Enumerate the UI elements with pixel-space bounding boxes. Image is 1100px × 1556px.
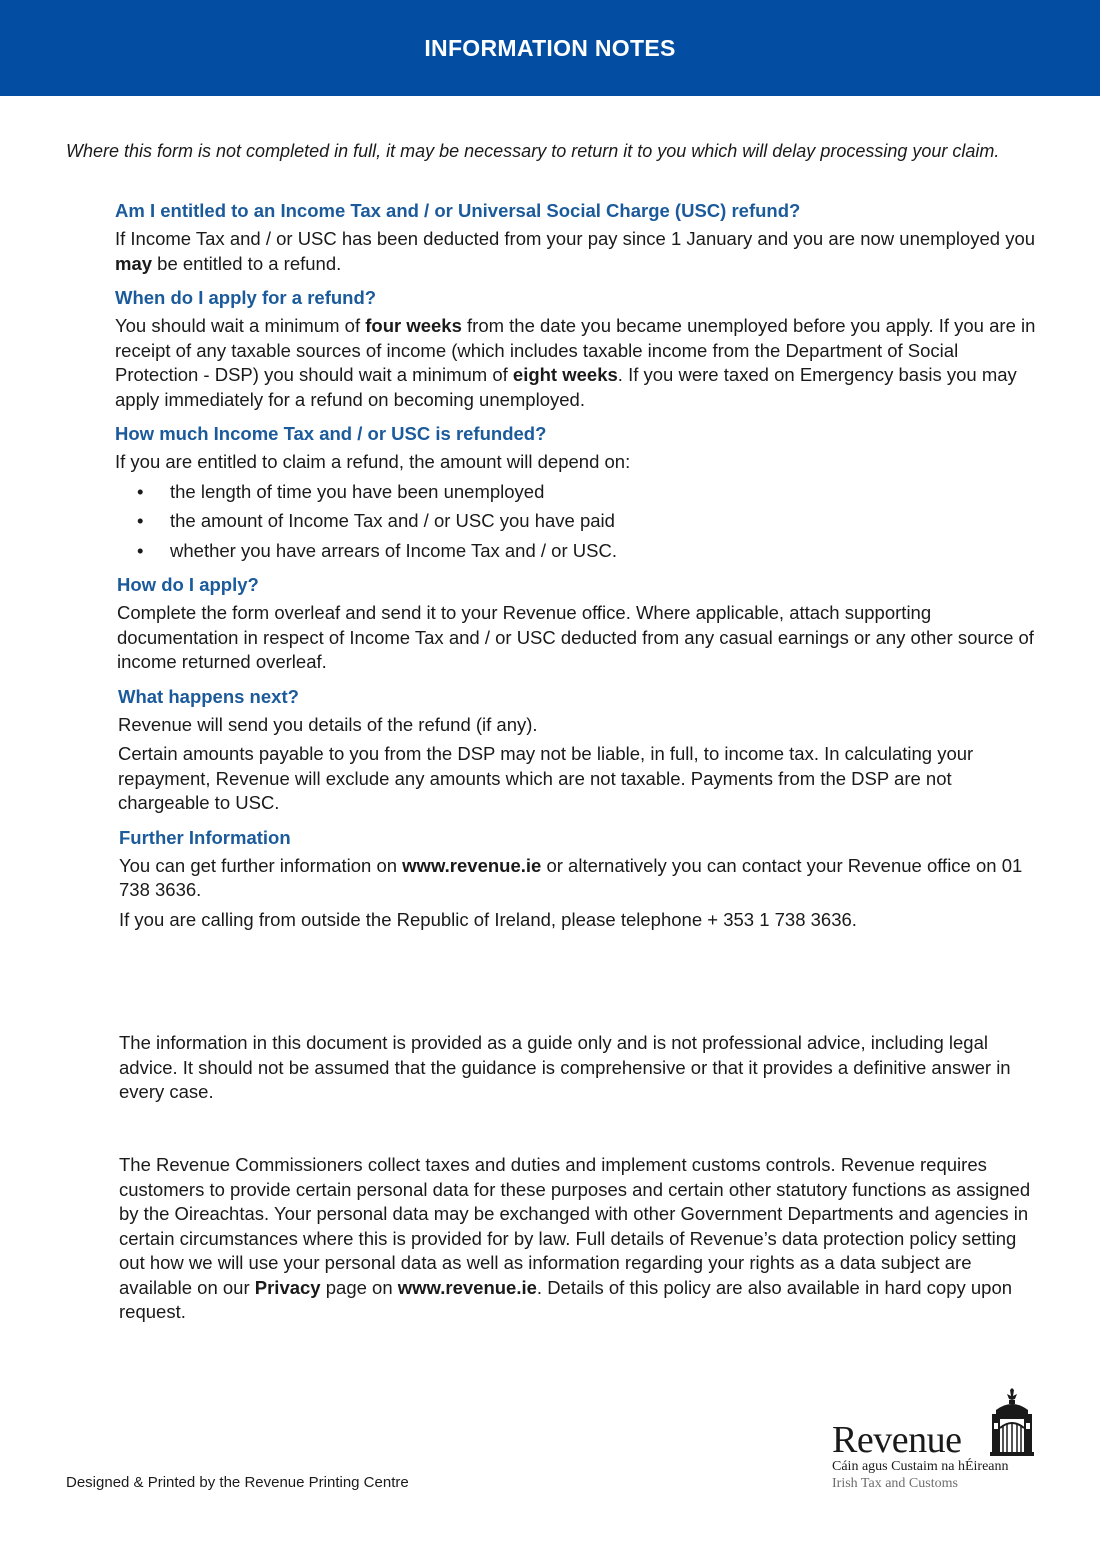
section-heading: What happens next? <box>118 685 299 707</box>
section-heading: Further Information <box>119 826 291 848</box>
website-link[interactable]: www.revenue.ie <box>402 854 542 876</box>
section-how-much <box>115 422 1045 563</box>
page-title: INFORMATION NOTES <box>424 35 676 61</box>
text-run: . If you were taxed on Emergency basis you may apply immediately for a refund on becoming unemployed. <box>115 364 1017 410</box>
text-run: The Revenue Commissioners collect taxes and duties and implement customs controls. Revenue requires customers to provide certain personal data for these purposes and certain other statutory functions as assigned by the Oireachtas. Your personal data may be exchanged with other Government Departments and agencies in certain circumstances where this is provided for by law. Full details of Revenue’s data protection policy setting out how we will use your personal data as well as information regarding your rights as a data subject are available on our <box>119 1154 1031 1298</box>
privacy-link[interactable]: Privacy <box>254 1276 321 1298</box>
section-paragraph: Certain amounts payable to you from the DSP may not be liable, in full, to income tax. In calculating your repayment, Revenue will exclude any amounts which are not taxable. Payments from the DSP are not chargeable to USC. <box>118 743 974 813</box>
section-when <box>115 286 1045 412</box>
section-apply <box>117 573 1045 675</box>
text-run: If Income Tax and / or USC has been deducted from your pay since 1 January and you are now unemployed you <box>115 228 1036 249</box>
list-item <box>115 509 1045 534</box>
bold-text: eight weeks <box>512 364 618 385</box>
text-run: from the date you became unemployed before you apply. If you are in receipt of any taxable sources of income (which includes taxable income from the Department of Social Protection - DSP) you should wait a minimum of <box>115 315 1036 385</box>
text-run: . Details of this policy are also available in hard copy upon request. <box>119 1276 1013 1322</box>
text-run: page on <box>320 1276 398 1298</box>
text-run: be entitled to a refund. <box>152 252 342 274</box>
text-run: You can get further information on <box>119 854 403 876</box>
section-paragraph: If you are entitled to claim a refund, the amount will depend on: <box>115 451 631 472</box>
section-paragraph: Revenue will send you details of the refund (if any). <box>118 713 538 735</box>
section-paragraph: Complete the form overleaf and send it to your Revenue office. Where applicable, attach supporting documentation in respect of Income Tax and / or USC deducted from any casual earnings or any other source of income returned overleaf. <box>117 602 1034 672</box>
list-item-text: the amount of Income Tax and / or USC you have paid <box>170 510 615 531</box>
text-run: or alternatively you can contact your Revenue office on 01 738 3636. <box>119 854 1023 900</box>
header-banner <box>0 0 1100 96</box>
website-link[interactable]: www.revenue.ie <box>397 1276 537 1298</box>
gate-icon <box>990 1388 1034 1456</box>
section-paragraph <box>115 314 1045 412</box>
section-entitled <box>115 199 1045 276</box>
section-further <box>119 826 1045 933</box>
logo-english-text: Irish Tax and Customs <box>832 1476 958 1491</box>
bullet-icon: • <box>137 480 144 502</box>
list-item-text: the length of time you have been unemployed <box>170 480 545 502</box>
list-item <box>115 480 1045 505</box>
bullet-icon: • <box>137 510 144 531</box>
section-heading: When do I apply for a refund? <box>115 287 377 308</box>
list-item-text: whether you have arrears of Income Tax and / or USC. <box>170 539 617 561</box>
bullet-list <box>115 480 1045 564</box>
logo-irish-text: Cáin agus Custaim na hÉireann <box>832 1459 1009 1474</box>
privacy-paragraph <box>119 1153 1044 1325</box>
notes-content <box>115 199 1045 942</box>
text-run: You should wait a minimum of <box>115 315 366 336</box>
section-paragraph: If you are calling from outside the Republic of Ireland, please telephone + 353 1 738 3636. <box>119 908 857 930</box>
bullet-icon: • <box>137 539 144 561</box>
section-heading: Am I entitled to an Income Tax and / or Universal Social Charge (USC) refund? <box>115 200 801 221</box>
disclaimer-paragraph: The information in this document is provided as a guide only and is not professional advice, including legal advice. It should not be assumed that the guidance is comprehensive or that it provides a definitive answer in every case. <box>119 1032 1011 1102</box>
bold-text: may <box>115 252 153 274</box>
section-heading: How much Income Tax and / or USC is refunded? <box>115 423 547 444</box>
section-heading: How do I apply? <box>117 574 259 595</box>
revenue-logo <box>832 1388 1042 1498</box>
logo-wordmark: Revenue <box>832 1419 962 1461</box>
intro-note: Where this form is not completed in full, it may be necessary to return it to you which will delay processing your claim. <box>66 141 1000 161</box>
bold-text: four weeks <box>365 315 462 336</box>
section-paragraph <box>119 854 1045 903</box>
printer-credit: Designed & Printed by the Revenue Printing Centre <box>66 1474 409 1491</box>
section-next <box>118 685 1045 816</box>
list-item <box>115 539 1045 564</box>
section-paragraph <box>115 227 1045 276</box>
